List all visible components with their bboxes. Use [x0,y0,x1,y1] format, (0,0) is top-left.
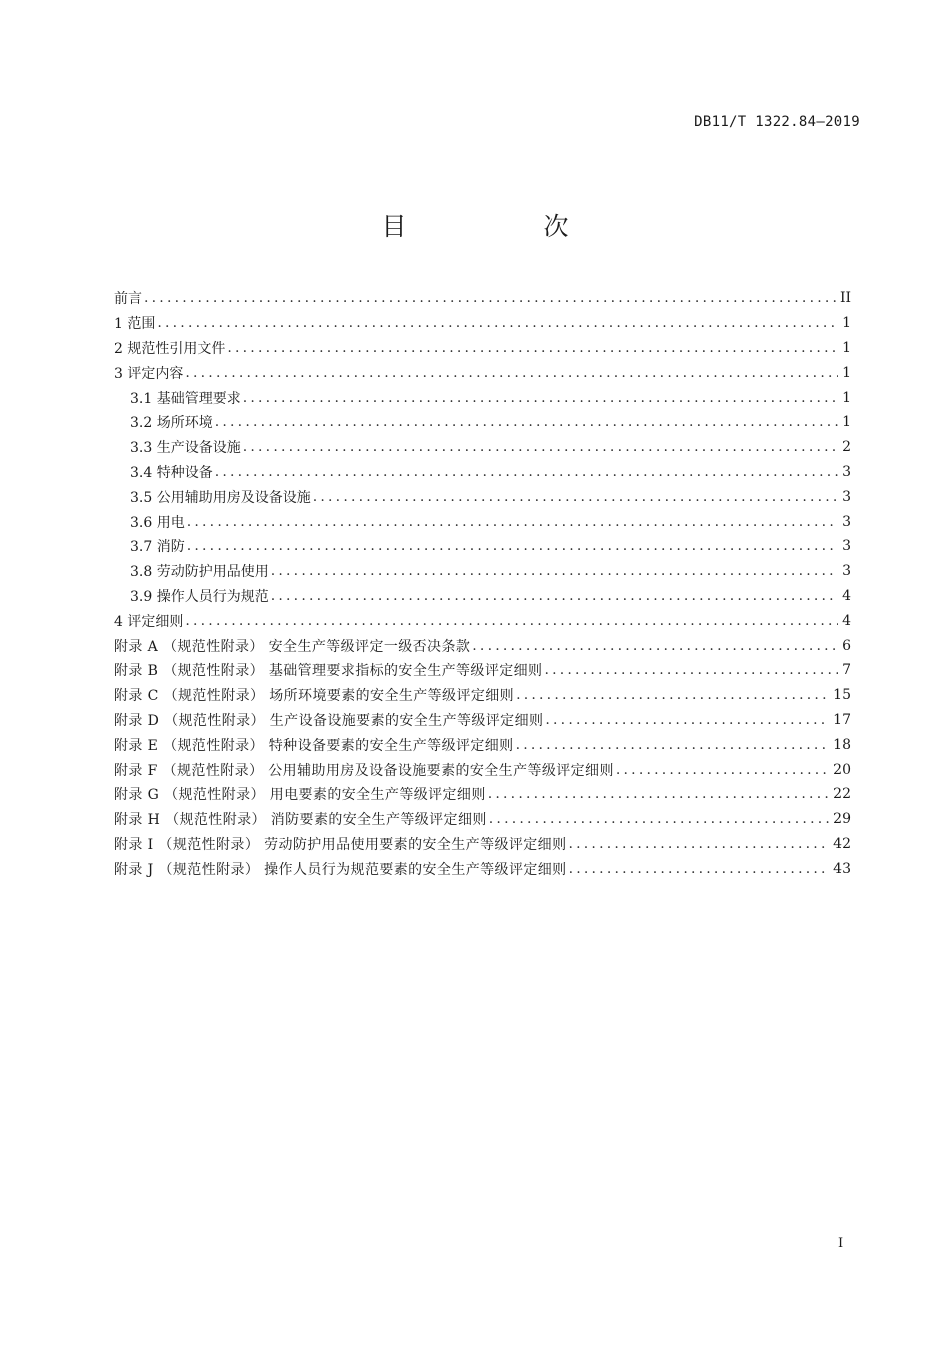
toc-entry-page: 1 [842,364,851,381]
toc-entry-label: 附录 F （规范性附录） 公用辅助用房及设备设施要素的安全生产等级评定细则 [114,762,614,779]
toc-entry-page: 43 [833,860,851,877]
toc-entry-label: 3.8 劳动防护用品使用 [130,564,269,581]
toc-entry-page: 22 [833,786,851,803]
toc-entry-label: 附录 I （规范性附录） 劳动防护用品使用要素的安全生产等级评定细则 [114,836,567,853]
toc-entry-label: 3.5 公用辅助用房及设备设施 [130,489,311,506]
toc-dot-leader [545,712,829,728]
toc-entry-label: 附录 J （规范性附录） 操作人员行为规范要素的安全生产等级评定细则 [114,861,567,878]
toc-entry-label: 3.9 操作人员行为规范 [130,588,269,605]
toc-dot-leader [157,315,838,331]
toc-dot-leader [569,861,830,877]
toc-entry-page: 1 [842,339,851,356]
toc-entry-page: 7 [842,662,851,679]
toc-entry[interactable] [114,658,851,683]
toc-dot-leader [544,662,838,678]
toc-dot-leader [215,414,838,430]
toc-entry-page: 2 [842,439,851,456]
toc-entry[interactable] [114,708,851,733]
toc-dot-leader [185,613,838,629]
toc-entry-page: 18 [833,736,851,753]
toc-entry-page: 6 [842,637,851,654]
toc-dot-leader [616,762,829,778]
toc-entry-label: 3.3 生产设备设施 [130,440,241,457]
toc-dot-leader [472,638,838,654]
toc-entry-label: 3 评定内容 [114,365,184,382]
toc-entry-label: 附录 G （规范性附录） 用电要素的安全生产等级评定细则 [114,787,486,804]
toc-dot-leader [215,464,838,480]
toc-entry[interactable] [114,559,851,584]
toc-entry[interactable] [114,311,851,336]
toc-entry[interactable] [114,360,851,385]
toc-entry-page: 42 [833,835,851,852]
toc-dot-leader [313,489,838,505]
toc-entry[interactable] [114,807,851,832]
toc-entry-label: 附录 B （规范性附录） 基础管理要求指标的安全生产等级评定细则 [114,663,543,680]
toc-entry[interactable] [114,782,851,807]
toc-entry-page: 3 [842,538,851,555]
toc-entry[interactable] [114,757,851,782]
toc-dot-leader [568,836,829,852]
toc-entry[interactable] [114,385,851,410]
toc-entry[interactable] [114,336,851,361]
toc-entry-label: 3.1 基础管理要求 [130,390,241,407]
toc-dot-leader [187,538,838,554]
toc-dot-leader [271,563,838,579]
toc-entry-page: 17 [833,711,851,728]
toc-entry[interactable] [114,509,851,534]
toc-entry[interactable] [114,683,851,708]
toc-dot-leader [243,439,838,455]
toc-dot-leader [227,340,838,356]
toc-entry-label: 1 范围 [114,316,156,333]
toc-entry-page: 1 [842,389,851,406]
toc-entry-page: 15 [833,687,851,704]
toc-dot-leader [144,290,836,306]
toc-entry-label: 附录 A （规范性附录） 安全生产等级评定一级否决条款 [114,638,471,655]
toc-entry-label: 4 评定细则 [114,613,184,630]
toc-entry-label: 2 规范性引用文件 [114,340,226,357]
toc-dot-leader [516,687,829,703]
page-number: I [838,1236,844,1251]
toc-entry-label: 3.6 用电 [130,514,185,531]
toc-entry-page: 1 [842,315,851,332]
standard-code: DB11/T 1322.84—2019 [694,114,860,130]
table-of-contents [114,286,851,881]
toc-entry-page: II [839,290,851,307]
toc-dot-leader [488,786,829,802]
toc-entry[interactable] [114,856,851,881]
toc-dot-leader [271,588,838,604]
toc-entry[interactable] [114,410,851,435]
toc-entry-page: 3 [842,563,851,580]
toc-entry-page: 4 [842,612,851,629]
toc-dot-leader [516,737,830,753]
toc-dot-leader [185,365,838,381]
toc-entry-label: 附录 C （规范性附录） 场所环境要素的安全生产等级评定细则 [114,688,515,705]
toc-entry-page: 3 [842,463,851,480]
toc-entry-page: 4 [842,587,851,604]
toc-dot-leader [243,390,838,406]
toc-entry-page: 3 [842,513,851,530]
toc-dot-leader [187,514,838,530]
toc-entry-label: 前言 [114,291,142,308]
toc-entry[interactable] [114,832,851,857]
toc-entry-page: 1 [842,414,851,431]
toc-entry-label: 附录 D （规范性附录） 生产设备设施要素的安全生产等级评定细则 [114,712,544,729]
toc-entry[interactable] [114,534,851,559]
toc-entry[interactable] [114,484,851,509]
toc-dot-leader [489,811,829,827]
toc-entry[interactable] [114,584,851,609]
toc-entry-label: 3.4 特种设备 [130,464,213,481]
toc-entry-page: 3 [842,488,851,505]
toc-entry[interactable] [114,732,851,757]
toc-entry[interactable] [114,435,851,460]
toc-entry-label: 附录 E （规范性附录） 特种设备要素的安全生产等级评定细则 [114,737,514,754]
toc-entry-label: 3.2 场所环境 [130,415,213,432]
toc-entry-label: 3.7 消防 [130,539,185,556]
toc-entry[interactable] [114,608,851,633]
toc-entry-page: 20 [833,761,851,778]
toc-entry[interactable] [114,633,851,658]
toc-entry-label: 附录 H （规范性附录） 消防要素的安全生产等级评定细则 [114,812,487,829]
toc-entry-page: 29 [833,811,851,828]
page-title: 目 次 [381,212,625,241]
toc-entry[interactable] [114,286,851,311]
toc-entry[interactable] [114,460,851,485]
